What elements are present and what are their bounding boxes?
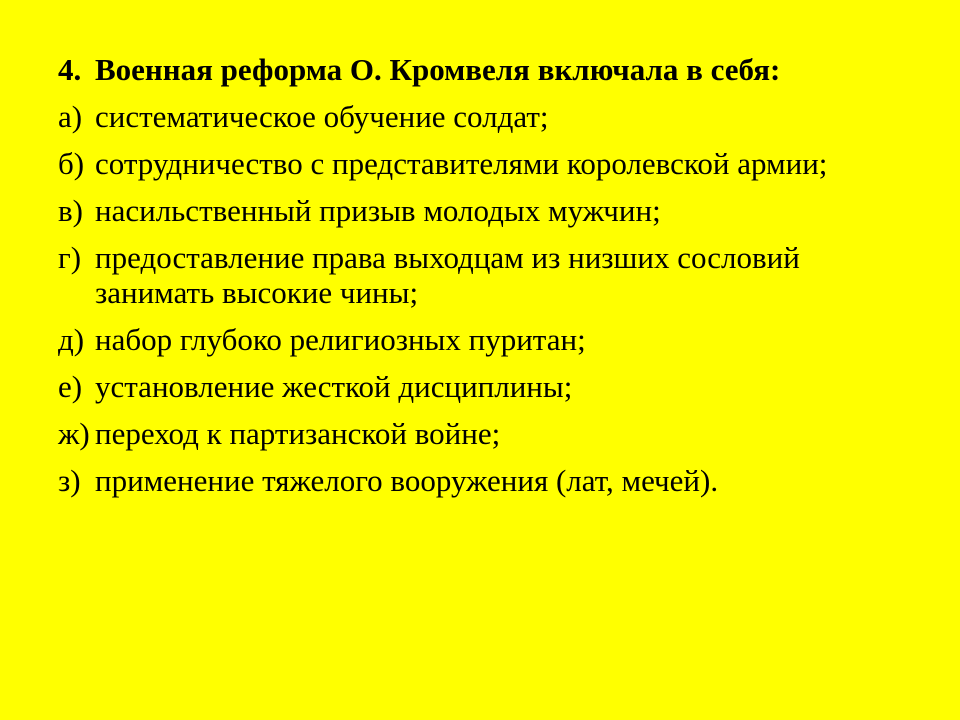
option-marker: з) — [58, 463, 81, 498]
option-text: набор глубоко религиозных пуритан; — [95, 322, 586, 357]
option-text: насильственный призыв молодых мужчин; — [95, 193, 661, 228]
answer-option-v — [58, 193, 918, 228]
answer-option-z — [58, 463, 918, 498]
option-text: предоставление права выходцам из низших сословий занимать высокие чины; — [95, 240, 800, 310]
question-number: 4. — [58, 52, 82, 87]
option-marker: г) — [58, 240, 82, 275]
option-marker: в) — [58, 193, 83, 228]
option-text: систематическое обучение солдат; — [95, 99, 549, 134]
question — [58, 52, 918, 87]
option-text: применение тяжелого вооружения (лат, мечей). — [95, 463, 719, 498]
option-text: установление жесткой дисциплины; — [95, 369, 573, 404]
question-text: Военная реформа О. Кромвеля включала в себя: — [95, 52, 781, 87]
slide-content — [58, 52, 918, 498]
answer-option-zh — [58, 416, 918, 451]
answer-option-g — [58, 240, 918, 310]
option-marker: д) — [58, 322, 85, 357]
option-marker: б) — [58, 146, 85, 181]
answer-option-e — [58, 369, 918, 404]
option-marker: ж) — [58, 416, 90, 451]
answer-option-d — [58, 322, 918, 357]
option-marker: а) — [58, 99, 83, 134]
option-marker: е) — [58, 369, 83, 404]
option-text: переход к партизанской войне; — [95, 416, 501, 451]
option-text: сотрудничество с представителями королевской армии; — [95, 146, 828, 181]
answer-option-b — [58, 146, 918, 181]
answer-option-a — [58, 99, 918, 134]
